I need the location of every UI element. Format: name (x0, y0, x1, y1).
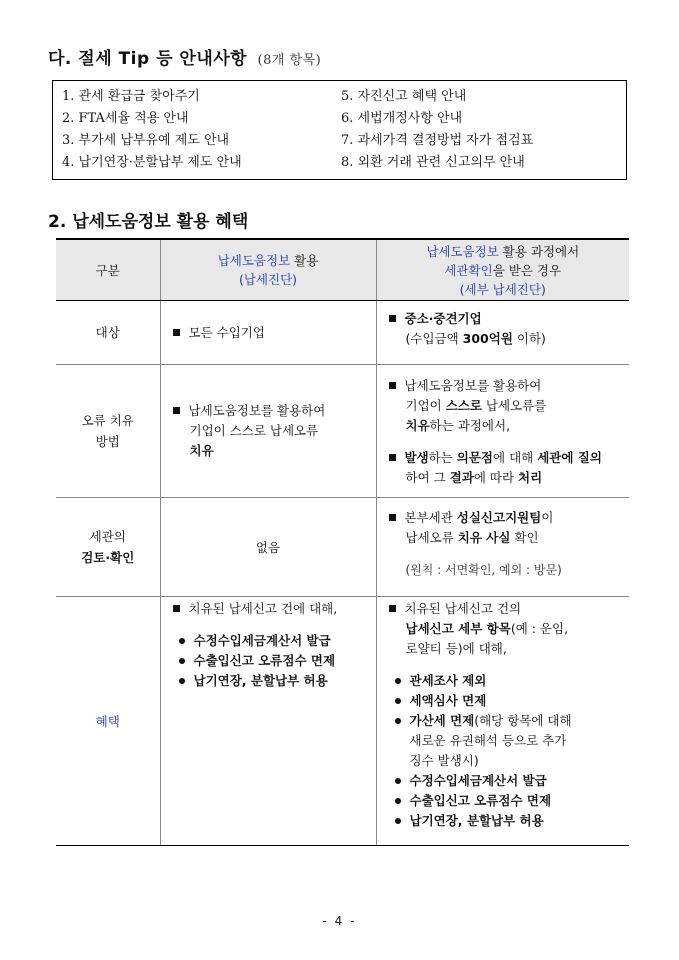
cell-text: 납세오류를 (481, 398, 547, 413)
cell-text: 치유 (189, 443, 214, 458)
square-bullet-icon (173, 329, 180, 336)
list-item: 세액심사 면제 (409, 693, 487, 708)
row-benefit-detailed (376, 597, 629, 846)
row-review-basic (160, 498, 376, 597)
list-item: 가산세 면제 (409, 713, 475, 728)
row-benefit-label (56, 597, 160, 846)
list-item: 납기연장, 분할납부 허용 (193, 673, 328, 688)
dot-bullet-icon (179, 638, 185, 644)
tip-item: 6. 세법개정사항 안내 (341, 111, 463, 126)
row-target-detailed (376, 301, 629, 365)
row-review-detailed (376, 498, 629, 597)
tip-item: 7. 과세가격 결정방법 자가 점검표 (341, 133, 534, 148)
cell-text: 스스로 (445, 398, 482, 413)
header-basic (160, 239, 376, 301)
row-label: 방법 (95, 434, 120, 449)
table-row-method (56, 365, 629, 498)
cell-text: 새로운 유권해석 등으로 추가 (409, 733, 567, 748)
page-number: - 4 - (322, 914, 357, 928)
cell-text: 에 대해 (493, 450, 538, 465)
section-d-title (48, 44, 321, 69)
cell-text: (원칙 : 서면확인, 예외 : 방문) (405, 563, 562, 577)
cell-text: (해당 항목에 대해 (474, 713, 572, 728)
table-row-benefit (56, 597, 629, 846)
header-detailed-term: 납세도움정보 (426, 243, 499, 259)
cell-text: 치유 사실 (457, 530, 511, 545)
section-d-heading: 다. 절세 Tip 등 안내사항 (48, 49, 248, 69)
section-d-subtitle: (8개 항목) (257, 53, 322, 68)
cell-text: (예 : 운임, (510, 621, 569, 636)
dot-bullet-icon (395, 798, 401, 804)
cell-text: 본부세관 (404, 510, 457, 525)
tips-column-left (62, 86, 242, 174)
table-row-review (56, 498, 629, 597)
list-item: 납기연장, 분할납부 허용 (409, 813, 544, 828)
tip-item: 4. 납기연장·분할납부 제도 안내 (62, 155, 242, 170)
header-detailed-confirm: 세관확인 (444, 262, 493, 278)
cell-text: 하여 그 (405, 470, 450, 485)
row-label: 혜택 (95, 713, 120, 729)
cell-text: 이하) (512, 331, 546, 346)
tip-item: 1. 관세 환급금 찾아주기 (62, 89, 200, 104)
row-benefit-basic (160, 597, 376, 846)
header-basic-term: 납세도움정보 (217, 253, 291, 268)
list-item: 수출입신고 오류점수 면제 (409, 793, 552, 808)
header-detailed-case: 을 받은 경우 (492, 262, 562, 278)
dot-bullet-icon (395, 698, 401, 704)
benefits-table (56, 238, 629, 846)
square-bullet-icon (173, 407, 180, 414)
row-label: 오류 치유 (81, 413, 134, 428)
square-bullet-icon (389, 605, 396, 612)
dot-bullet-icon (395, 818, 401, 824)
cell-text: 중소·중견기업 (404, 311, 482, 326)
square-bullet-icon (173, 605, 180, 612)
cell-text: 치유 (405, 418, 430, 433)
dot-bullet-icon (179, 658, 185, 664)
tip-item: 8. 외환 거래 관련 신고의무 안내 (341, 155, 525, 170)
row-method-basic (160, 365, 376, 498)
cell-text: 확인 (510, 530, 539, 545)
row-label: 대상 (95, 325, 120, 340)
header-detailed-sub: (세부 납세진단) (459, 281, 546, 297)
dot-bullet-icon (395, 678, 401, 684)
header-basic-sub: (납세진단) (238, 272, 298, 287)
row-review-label (56, 498, 160, 597)
cell-text: 의문점 (456, 450, 494, 465)
tips-box (52, 80, 627, 180)
list-item: 수정수입세금계산서 발급 (193, 633, 331, 648)
cell-text: 로얄티 등)에 대해, (405, 641, 507, 656)
dot-bullet-icon (395, 778, 401, 784)
cell-text: (수입금액 (405, 331, 463, 346)
cell-text: 하는 (428, 450, 457, 465)
cell-text: 처리 (518, 470, 543, 485)
cell-text: 기업이 (405, 398, 446, 413)
row-label: 검토·확인 (81, 550, 135, 565)
list-item: 관세조사 제외 (409, 673, 487, 688)
cell-text: 징수 발생시) (409, 753, 479, 768)
row-target-basic (160, 301, 376, 365)
square-bullet-icon (389, 382, 396, 389)
square-bullet-icon (389, 454, 396, 461)
table-header-row (56, 239, 629, 301)
cell-text: 치유된 납세신고 건의 (404, 601, 522, 616)
row-label: 세관의 (89, 529, 126, 544)
cell-text: 없음 (255, 540, 281, 555)
cell-text: 에 따라 (473, 470, 519, 485)
cell-text: 납세도움정보를 활용하여 (188, 403, 326, 418)
cell-text: 성실신고지원팀 (456, 510, 542, 525)
tip-item: 3. 부가세 납부유예 제도 안내 (62, 133, 230, 148)
header-detailed-rest: 활용 과정에서 (498, 243, 580, 259)
cell-text: 치유된 납세신고 건에 대해, (188, 601, 338, 616)
row-method-label (56, 365, 160, 498)
dot-bullet-icon (179, 678, 185, 684)
header-category (56, 239, 160, 301)
table-row-target (56, 301, 629, 365)
tip-item: 2. FTA세율 적용 안내 (62, 111, 189, 126)
cell-text: 납세오류 (405, 530, 458, 545)
row-target-label (56, 301, 160, 365)
list-item: 수출입신고 오류점수 면제 (193, 653, 336, 668)
header-category-label: 구분 (95, 262, 120, 278)
header-basic-rest: 활용 (290, 253, 319, 268)
cell-text: 납세신고 세부 항목 (405, 621, 511, 636)
tip-item: 5. 자진신고 혜택 안내 (341, 89, 467, 104)
cell-text: 기업이 스스로 납세오류 (189, 423, 319, 438)
cell-text: 결과 (449, 470, 474, 485)
square-bullet-icon (389, 315, 396, 322)
cell-text: 하는 과정에서, (429, 418, 511, 433)
tips-column-right (341, 86, 533, 174)
cell-text: 세관에 질의 (537, 450, 602, 465)
square-bullet-icon (389, 514, 396, 521)
row-method-detailed (376, 365, 629, 498)
cell-text: 모든 수입기업 (188, 324, 265, 340)
cell-text: 이 (541, 510, 554, 525)
dot-bullet-icon (395, 718, 401, 724)
section-2-title: 2. 납세도움정보 활용 혜택 (48, 212, 249, 232)
header-detailed (376, 239, 629, 301)
cell-text: 300억원 (462, 331, 513, 346)
cell-text: 발생 (404, 450, 429, 465)
list-item: 수정수입세금계산서 발급 (409, 773, 547, 788)
cell-text: 납세도움정보를 활용하여 (404, 378, 542, 393)
